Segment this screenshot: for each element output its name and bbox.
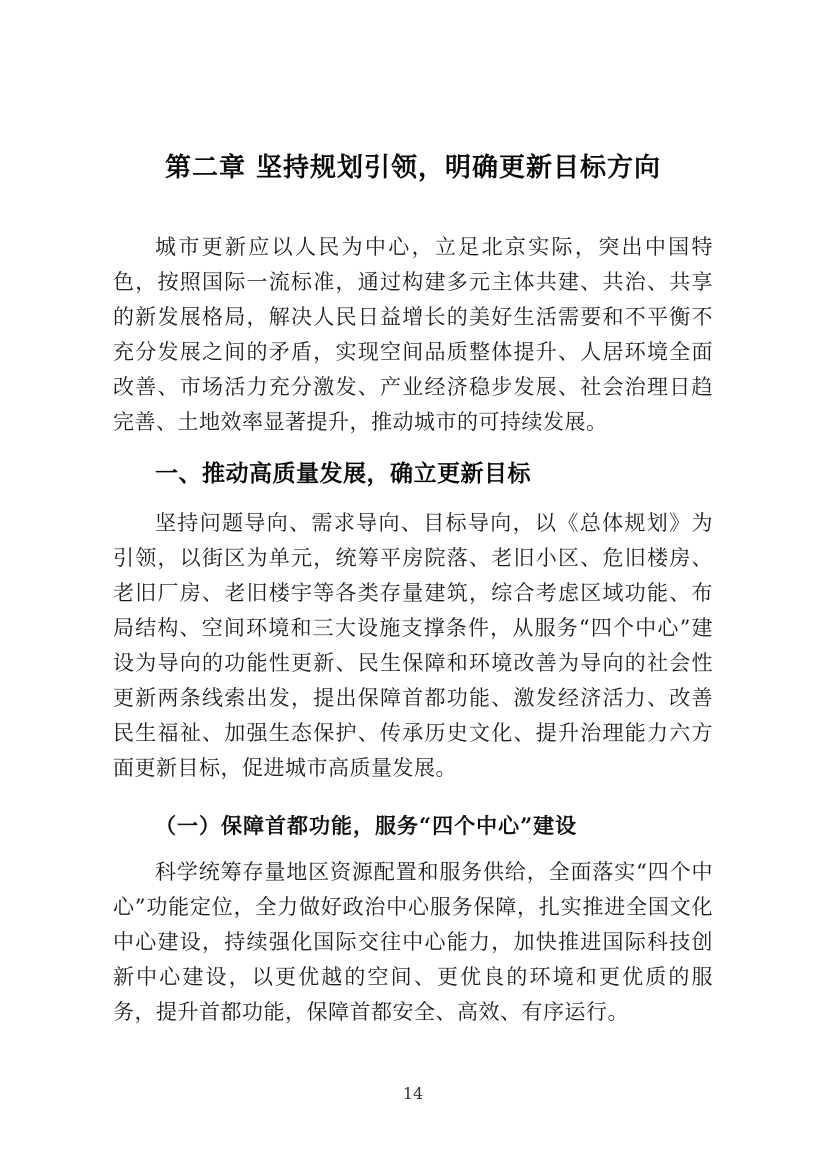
chapter-title: 第二章 坚持规划引领，明确更新目标方向 [164, 153, 662, 183]
section-1-paragraph: 坚持问题导向、需求导向、目标导向，以《总体规划》为引领，以街区为单元，统筹平房院落、老旧小区、危旧楼房、老旧厂房、老旧楼宇等各类存量建筑，综合考虑区域功能、布局结构、空间环境和三大设施支撑条件，从服务“四个中心”建设为导向的功能性更新、民生保障和环境改善为导向的社会性更新两条线索出发，提出保障首都功能、激发经济活力、改善民生福祉、加强生态保护、传承历史文化、提升治理能力六方面更新目标，促进城市高质量发展。 [113, 511, 713, 780]
subsection-1-paragraph: 科学统筹存量地区资源配置和服务供给，全面落实“四个中心”功能定位，全力做好政治中心服务保障，扎实推进全国文化中心建设，持续强化国际交往中心能力，加快推进国际科技创新中心建设，以更优越的空间、更优良的环境和更优质的服务，提升首都功能，保障首都安全、高效、有序运行。 [113, 860, 713, 1024]
page-content [113, 0, 713, 1030]
section-1-heading: 一、推动高质量发展，确立更新目标 [155, 461, 531, 487]
page-number: 14 [402, 1084, 424, 1103]
subsection-1-heading: （一）保障首都功能，服务“四个中心”建设 [155, 813, 578, 838]
intro-paragraph: 城市更新应以人民为中心，立足北京实际，突出中国特色，按照国际一流标准，通过构建多元主体共建、共治、共享的新发展格局，解决人民日益增长的美好生活需要和不平衡不充分发展之间的矛盾，实现空间品质整体提升、人居环境全面改善、市场活力充分激发、产业经济稳步发展、社会治理日趋完善、土地效率显著提升，推动城市的可持续发展。 [113, 235, 713, 434]
